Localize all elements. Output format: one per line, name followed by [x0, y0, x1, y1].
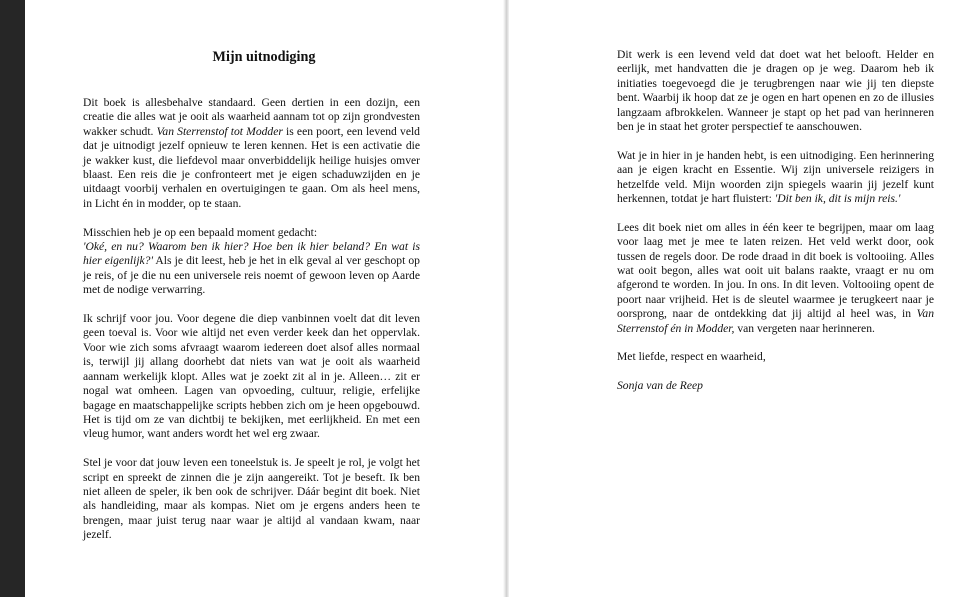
paragraph-1 — [83, 96, 420, 211]
paragraph-2-quote: 'Oké, en nu? Waarom ben ik hier? Hoe ben ik hier beland? En wat is hier eigenlijk?' — [83, 240, 420, 268]
closing-line: Met liefde, respect en waarheid, — [617, 350, 766, 364]
paragraph-4: Stel je voor dat jouw leven een toneelstuk is. Je speelt je rol, je volgt het script en spreekt de zinnen die je zijn aangereikt. Tot je beseft. Ik ben niet alleen de speler, ik ben ook de schrijver. Dáár begint dit boek. Niet als handleiding, maar als kompas. Niet om je ergens anders heen te brengen, maar juist terug naar waar je altijd al vandaan kwam, naar jezelf. — [83, 456, 420, 542]
paragraph-5: Dit werk is een levend veld dat doet wat het belooft. Helder en eerlijk, met handvatten die je dragen op je weg. Daarom heb ik initiaties toegevoegd die je terugbrengen naar wie jij ten diepste bent. Waarbij ik hoop dat ze je ogen en hart openen en zo de illusies langzaam afbrokkelen. Wanneer je stapt op het pad van herinneren ben je in staat het groter perspectief te aanschouwen. — [617, 48, 934, 134]
paragraph-2-rest: Als je dit leest, heb je het in elk geval al ver geschopt op je reis, of je die nu een universele reis noemt of gewoon leven op Aarde met de nodige verwarring. — [83, 254, 420, 297]
paragraph-1-text-a: Dit boek is allesbehalve standaard. Geen dertien in een dozijn, een creatie die alles wat je ooit als waarheid aannam tot op zijn grondvesten wakker schudt. — [83, 96, 420, 138]
page-title: Mijn uitnodiging — [212, 49, 316, 65]
right-page — [509, 0, 980, 597]
paragraph-7-book-title: Van Sterrenstof én in Modder, — [617, 307, 934, 335]
signature — [617, 379, 934, 393]
paragraph-7-text-a: Lees dit boek niet om alles in één keer te begrijpen, maar om laag voor laag met je mee te laten reizen. Het veld werkt door, ook tussen de regels door. De rode draad in dit boek is voltooiing. Alles wat ooit begon, alles wat ooit uit balans raakte, vraagt er nu om afgerond te worden. In jou. In ons. In dit leven. Voltooiing opent de poort naar vrijheid. Het is de sleutel waarmee je terugkeert naar je oorsprong, naar de ontdekking dat jij altijd al heel was, in — [617, 220, 934, 321]
signature-name: Sonja van de Reep — [617, 379, 703, 393]
paragraph-6-text: Wat je in hier in je handen hebt, is een uitnodiging. Een herinnering aan je eigen kracht en Essentie. Wij zijn universele reizigers in hetzelfde veld. Mijn woorden zijn spiegels waarin jij jezelf kunt herkennen, totdat je hart fluistert: — [617, 148, 934, 206]
paragraph-2-intro: Misschien heb je op een bepaald moment gedacht: — [83, 225, 318, 239]
paragraph-6 — [617, 149, 934, 207]
viewer-left-edge — [0, 0, 25, 597]
book-title-italic: Van Sterrenstof tot Modder — [156, 124, 283, 138]
paragraph-7 — [617, 221, 934, 336]
paragraph-3: Ik schrijf voor jou. Voor degene die diep vanbinnen voelt dat dit leven geen toeval is. Voor wie altijd net even verder keek dan het oppervlak. Voor wie zich soms afvraagt waarom iedereen doet alsof alles normaal is, terwijl jij allang doorhebt dat niets van wat je ooit als waarheid aannam werkelijk klopt. Alles wat je zoekt zit al in je. Alleen… zit er nogal wat omheen. Lagen van opvoeding, cultuur, religie, erfelijke bagage en maatschappelijke scripts hebben zich om je heen opgebouwd. Het is tijd om ze van dichtbij te bekijken, met eerlijkheid. En met een vleug humor, want anders wordt het wel erg zwaar. — [83, 312, 420, 441]
paragraph-2 — [83, 226, 420, 298]
paragraph-7-text-b: van vergeten naar herinneren. — [734, 321, 875, 335]
paragraph-6-quote: 'Dit ben ik, dit is mijn reis.' — [774, 192, 901, 206]
left-page-text — [83, 96, 420, 557]
left-page — [25, 0, 503, 597]
paragraph-1-text-b: is een poort, een levend veld dat je uitnodigt jezelf opnieuw te leren kennen. Het is een activatie die je wakker kust, die liefdevol maar onverbiddelijk heilige huisjes omver blaast. Een reis die je confronteert met je eigen schaduwzijden en je uitdaagt voorbij verhalen en overtuigingen te gaan. Om als heel mens, in Licht én in modder, op te staan. — [83, 124, 420, 210]
right-page-text — [617, 48, 934, 408]
